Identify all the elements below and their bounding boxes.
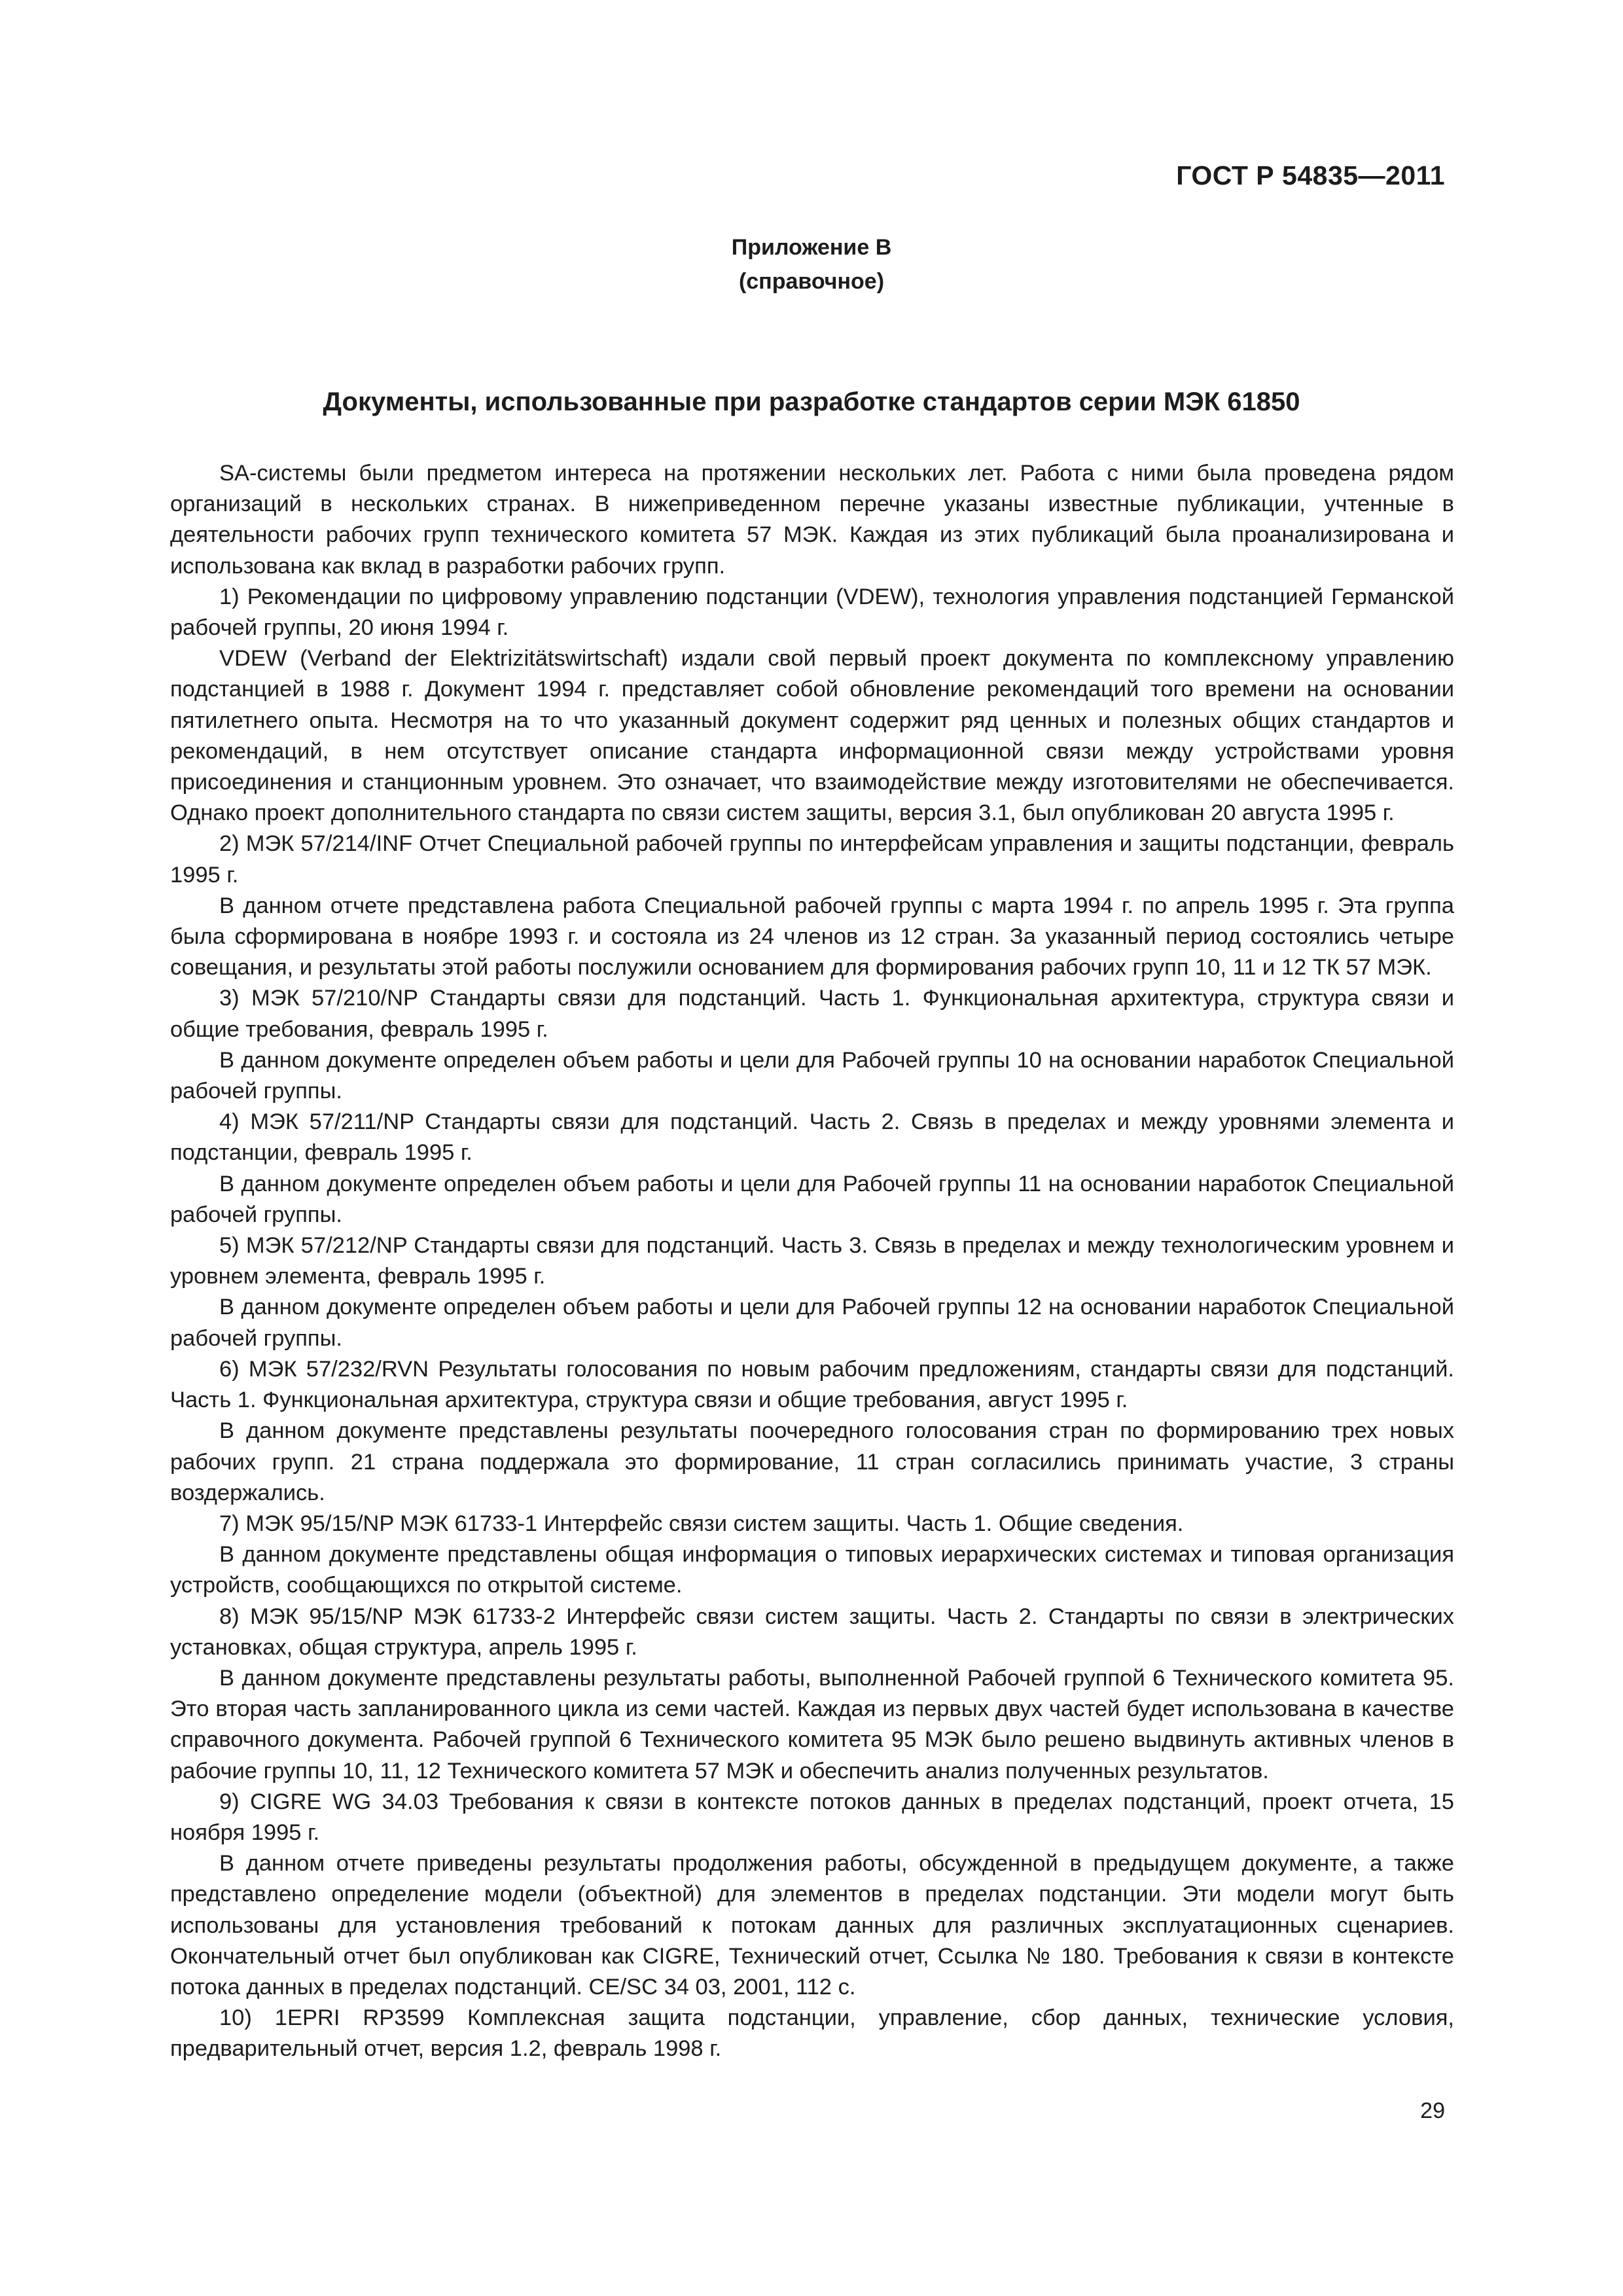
paragraph: 10) 1EPRI RP3599 Комплексная защита подстанции, управление, сбор данных, технические условия, предварительный отчет, версия 1.2, февраль 1998 г. bbox=[170, 2005, 1454, 2062]
paragraph: В данном отчете приведены результаты продолжения работы, обсужденной в предыдущем документе, а также представлено определение модели (объектной) для элементов в пределах подстанции. Эти модели могут быть использованы для установления требований к потокам данных для различных эксплуатационных сценариев. Окончательный отчет был опубликован как CIGRE, Технический отчет, Ссылка № 180. Требования к связи в контексте потока данных в пределах подстанций. CE/SC 34 03, 2001, 112 с. bbox=[170, 1851, 1454, 2000]
paragraph: 5) МЭК 57/212/NP Стандарты связи для подстанций. Часть 3. Связь в пределах и между технологическим уровнем и уровнем элемента, февраль 1995 г. bbox=[170, 1233, 1454, 1289]
annex-title: Приложение В bbox=[731, 235, 892, 260]
paragraph: В данном документе определен объем работы и цели для Рабочей группы 12 на основании наработок Специальной рабочей группы. bbox=[170, 1295, 1454, 1351]
paragraph: 3) МЭК 57/210/NP Стандарты связи для подстанций. Часть 1. Функциональная архитектура, структура связи и общие требования, февраль 1995 г. bbox=[170, 986, 1454, 1042]
paragraph: 8) МЭК 95/15/NP МЭК 61733-2 Интерфейс связи систем защиты. Часть 2. Стандарты по связи в электрических установках, общая структура, апрель 1995 г. bbox=[170, 1604, 1454, 1660]
paragraph: В данном отчете представлена работа Специальной рабочей группы с марта 1994 г. по апрель 1995 г. Эта группа была сформирована в ноябре 1993 г. и состояла из 24 членов из 12 стран. За указанный период состоялись четыре совещания, и результаты этой работы послужили основанием для формирования рабочих групп 10, 11 и 12 ТК 57 МЭК. bbox=[170, 893, 1454, 980]
paragraph: В данном документе определен объем работы и цели для Рабочей группы 11 на основании наработок Специальной рабочей группы. bbox=[170, 1171, 1454, 1227]
paragraph: 6) МЭК 57/232/RVN Результаты голосования по новым рабочим предложениям, стандарты связи для подстанций. Часть 1. Функциональная архитектура, структура связи и общие требования, август 1995 г. bbox=[170, 1356, 1454, 1413]
paragraph: SA-системы были предметом интереса на протяжении нескольких лет. Работа с ними была проведена рядом организаций в нескольких странах. В нижеприведенном перечне указаны известные публикации, учтенные в деятельности рабочих групп технического комитета 57 МЭК. Каждая из этих публикаций была проанализирована и использована как вклад в разработки рабочих групп. bbox=[170, 461, 1454, 579]
document-code: ГОСТ Р 54835—2011 bbox=[1176, 160, 1445, 190]
annex-heading bbox=[0, 230, 1623, 298]
paragraph: VDEW (Verband der Elektrizitätswirtschaft) издали свой первый проект документа по комплексному управлению подстанцией в 1988 г. Документ 1994 г. представляет собой обновление рекомендаций того времени на основании пятилетнего опыта. Несмотря на то что указанный документ содержит ряд ценных и полезных общих стандартов и рекомендаций, в нем отсутствует описание стандарта информационной связи между устройствами уровня присоединения и станционным уровнем. Это означает, что взаимодействие между изготовителями не обеспечивается. Однако проект дополнительного стандарта по связи систем защиты, версия 3.1, был опубликован 20 августа 1995 г. bbox=[170, 646, 1454, 826]
paragraph: В данном документе представлены результаты работы, выполненной Рабочей группой 6 Технического комитета 95. Это вторая часть запланированного цикла из семи частей. Каждая из первых двух частей будет использована в качестве справочного документа. Рабочей группой 6 Технического комитета 95 МЭК было решено выдвинуть активных членов в рабочие группы 10, 11, 12 Технического комитета 57 МЭК и обеспечить анализ полученных результатов. bbox=[170, 1665, 1454, 1784]
paragraph: 2) МЭК 57/214/INF Отчет Специальной рабочей группы по интерфейсам управления и защиты подстанции, февраль 1995 г. bbox=[170, 831, 1454, 888]
paragraph: 4) МЭК 57/211/NP Стандарты связи для подстанций. Часть 2. Связь в пределах и между уровнями элемента и подстанции, февраль 1995 г. bbox=[170, 1109, 1454, 1166]
paragraph: В данном документе представлены результаты поочередного голосования стран по формированию трех новых рабочих групп. 21 страна поддержала это формирование, 11 стран согласились принимать участие, 3 страны воздержались. bbox=[170, 1418, 1454, 1505]
paragraph: В данном документе определен объем работы и цели для Рабочей группы 10 на основании наработок Специальной рабочей группы. bbox=[170, 1047, 1454, 1104]
section-title: Документы, использованные при разработке стандартов серии МЭК 61850 bbox=[323, 387, 1300, 416]
paragraph: 7) МЭК 95/15/NP МЭК 61733-1 Интерфейс связи систем защиты. Часть 1. Общие сведения. bbox=[219, 1511, 1184, 1536]
paragraph: 9) CIGRE WG 34.03 Требования к связи в контексте потоков данных в пределах подстанций, проект отчета, 15 ноября 1995 г. bbox=[170, 1789, 1454, 1845]
paragraph: В данном документе представлены общая информация о типовых иерархических системах и типовая организация устройств, сообщающихся по открытой системе. bbox=[170, 1542, 1454, 1598]
body-text bbox=[170, 458, 1454, 2065]
paragraph: 1) Рекомендации по цифровому управлению подстанции (VDEW), технология управления подстанцией Германской рабочей группы, 20 июня 1994 г. bbox=[170, 584, 1454, 641]
page-number: 29 bbox=[1420, 2098, 1445, 2123]
annex-type: (справочное) bbox=[738, 269, 885, 294]
